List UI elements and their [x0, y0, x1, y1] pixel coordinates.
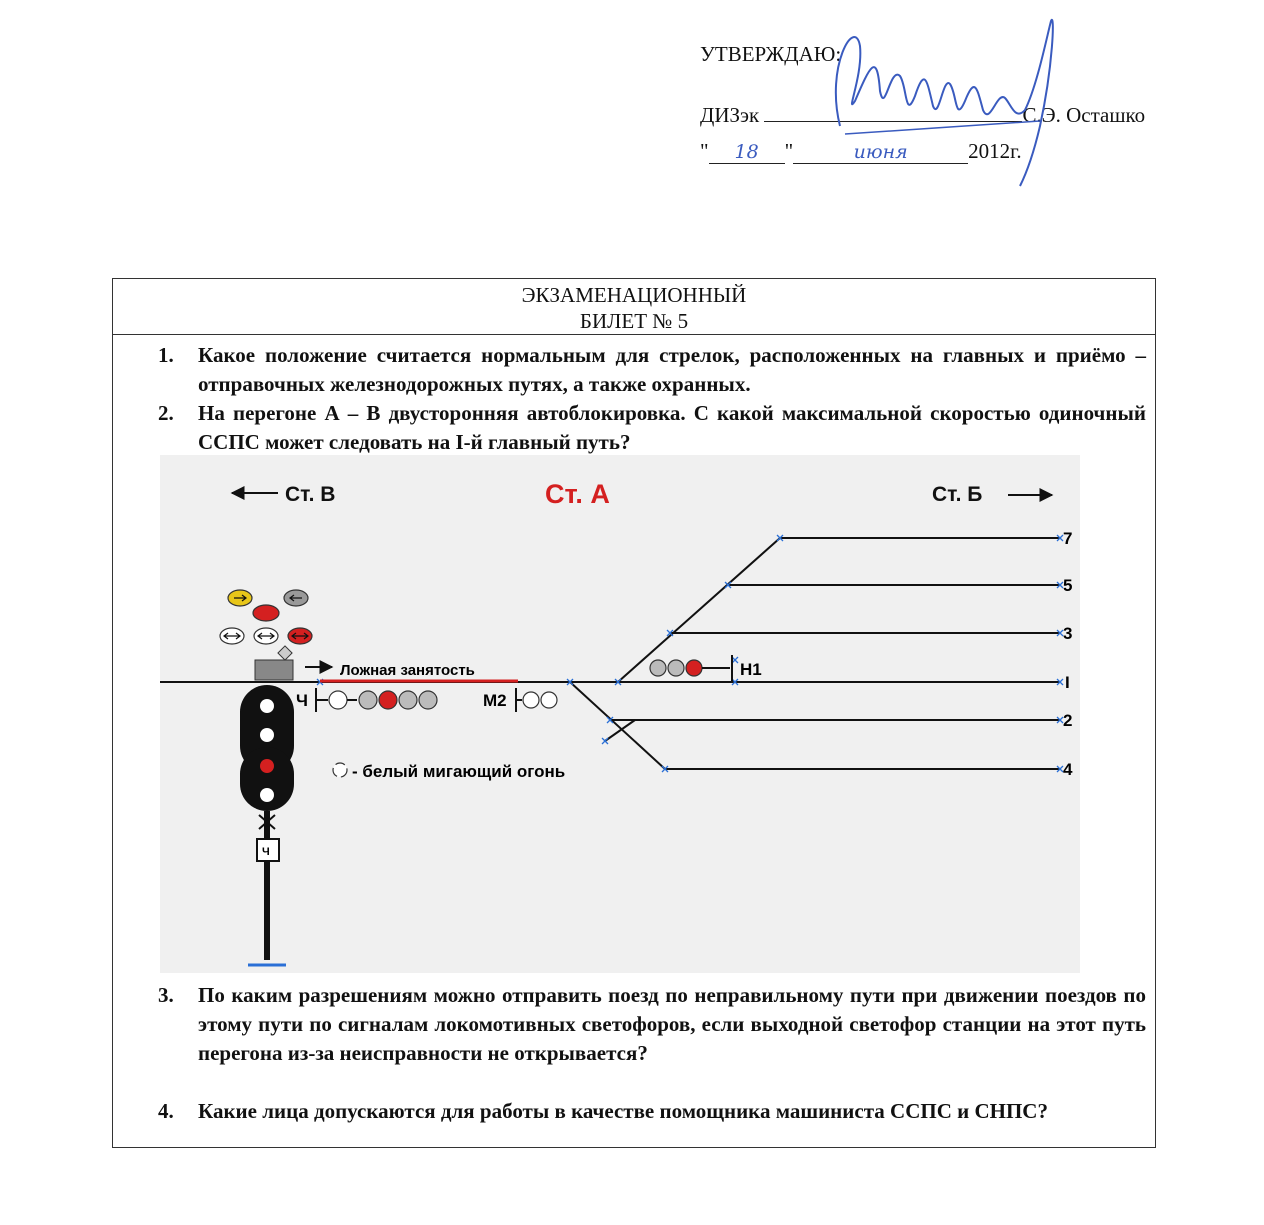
ticket-title — [113, 279, 1155, 335]
false-occupancy-label: Ложная занятость — [340, 662, 475, 679]
joint-markers — [317, 535, 1063, 772]
signal-m2-lamps — [516, 692, 557, 708]
handwritten-signature — [815, 6, 1065, 196]
track-number-7: 7 — [1063, 529, 1073, 548]
date-quote-close: " — [784, 139, 794, 163]
question-3 — [158, 981, 1146, 1068]
signal-n1-lamps — [650, 660, 730, 676]
track-lines — [160, 538, 1060, 769]
station-right-label: Ст. Б — [932, 483, 983, 506]
station-center-label: Ст. А — [545, 479, 610, 509]
signal-ch-lamps — [316, 691, 437, 709]
date-day: 18 — [709, 141, 785, 164]
track-number-2: 2 — [1063, 711, 1073, 730]
block-section-box — [255, 660, 293, 680]
date-quote-open: " — [700, 139, 709, 163]
approval-heading: УТВЕРЖДАЮ: — [700, 42, 842, 66]
ticket-title-line1: ЭКЗАМЕНАЦИОННЫЙ — [521, 283, 747, 307]
question-text: Какое положение считается нормальным для стрелок, расположенных на главных и приёмо – отправочных железнодорожных путях, а также охранных. — [198, 343, 1146, 396]
question-number: 3. — [158, 983, 174, 1007]
indicator-lamps — [220, 590, 312, 644]
date-year: 2012г. — [968, 139, 1022, 163]
question-2 — [158, 399, 1146, 457]
question-text: На перегоне А – В двусторонняя автоблокировка. С какой максимальной скоростью одиночный ССПС может следовать на I-й главный путь? — [198, 401, 1146, 454]
track-number-I: I — [1065, 673, 1070, 692]
white-flashing-lamp-icon — [333, 763, 347, 777]
signal-post-label: Ч — [262, 846, 270, 858]
question-number: 2. — [158, 401, 174, 425]
relay-diamond-icon — [278, 646, 292, 660]
approval-position: ДИЗэк — [700, 103, 760, 127]
track-number-4: 4 — [1063, 760, 1073, 779]
track-number-5: 5 — [1063, 576, 1073, 595]
question-text: Какие лица допускаются для работы в качестве помощника машиниста ССПС и СНПС? — [198, 1099, 1048, 1123]
track-diagram — [160, 455, 1080, 973]
question-number: 1. — [158, 343, 174, 367]
question-1 — [158, 341, 1146, 399]
track-number-3: 3 — [1063, 624, 1073, 643]
question-text: По каким разрешениям можно отправить поезд по неправильному пути при движении поездов по этому пути по сигналам локомотивных светофоров, если выходной светофор станции на этот путь перегона из-за неисправности не открывается? — [198, 983, 1146, 1065]
ticket-title-line2: БИЛЕТ № 5 — [579, 309, 689, 333]
question-number: 4. — [158, 1099, 174, 1123]
question-4 — [158, 1097, 1146, 1126]
signal-m2-label: М2 — [483, 691, 507, 710]
signal-ch-label: Ч — [296, 691, 308, 710]
date-month: июня — [793, 141, 968, 164]
station-left-label: Ст. В — [285, 483, 336, 506]
entrance-signal — [240, 685, 294, 965]
legend-white-flashing: - белый мигающий огонь — [352, 762, 566, 781]
signal-n1-label: Н1 — [740, 660, 762, 679]
approval-name: С.Э. Осташко — [1022, 103, 1146, 127]
